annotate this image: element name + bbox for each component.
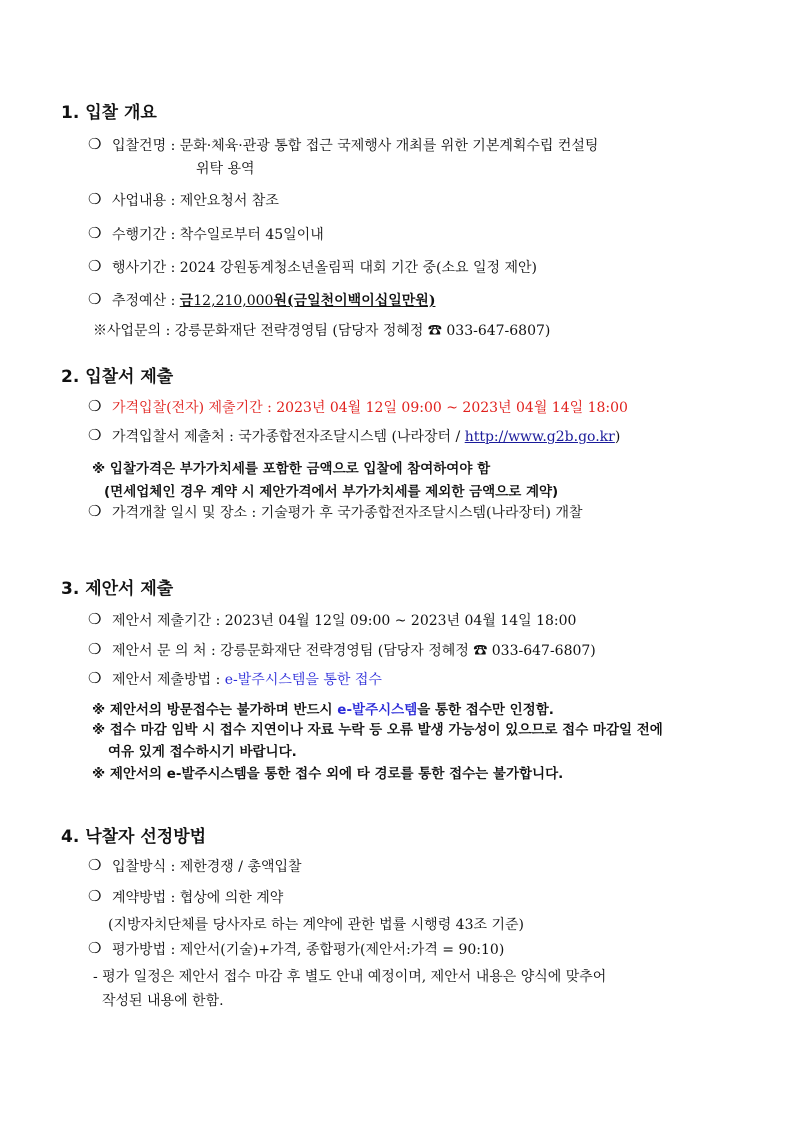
- bullet-icon: ❍: [88, 939, 102, 957]
- bullet-icon: ❍: [88, 669, 102, 687]
- contract-method-row: 계약방법 : 협상에 의한 계약: [112, 890, 284, 906]
- evaluation-method-row: 평가방법 : 제안서(기술)+가격, 종합평가(제안서:가격 = 90:10): [112, 942, 505, 958]
- proposal-period-row: 제안서 제출기간 : 2023년 04월 12일 09:00 ~ 2023년 04월 14일 18:00: [112, 613, 577, 629]
- bullet-icon: ❍: [88, 610, 102, 628]
- bid-name-row: 입찰건명 : 문화·체육·관광 통합 접근 국제행사 개최를 위한 기본계획수립 컨설팅: [112, 138, 599, 154]
- bullet-icon: ❍: [88, 502, 102, 520]
- evaluation-note: - 평가 일정은 제안서 접수 마감 후 별도 안내 예정이며, 제안서 내용은 양식에 맞추어: [93, 969, 607, 985]
- note-price-vat: ※ 입찰가격은 부가가치세를 포함한 금액으로 입찰에 참여하여야 함: [92, 461, 491, 477]
- section-1-title: 1. 입찰 개요: [61, 103, 157, 123]
- section-3-title: 3. 제안서 제출: [61, 579, 174, 599]
- bullet-icon: ❍: [88, 257, 102, 275]
- bullet-icon: ❍: [88, 640, 102, 658]
- event-period-row: 행사기간 : 2024 강원동계청소년올림픽 대회 기간 중(소요 일정 제안): [112, 260, 537, 276]
- bullet-icon: ❍: [88, 426, 102, 444]
- budget-row: 추정예산 : 금12,210,000원(금일천이백이십일만원): [112, 293, 436, 309]
- note-other-routes: ※ 제안서의 e-발주시스템을 통한 접수 외에 타 경로를 통한 접수는 불가합니다.: [92, 766, 564, 782]
- bullet-icon: ❍: [88, 224, 102, 242]
- note-deadline: ※ 접수 마감 임박 시 접수 지연이나 자료 누락 등 오류 발생 가능성이 있으므로 접수 마감일 전에: [92, 722, 663, 738]
- proposal-method-row: 제안서 제출방법 : e-발주시스템을 통한 접수: [112, 672, 382, 688]
- period-row: 수행기간 : 착수일로부터 45일이내: [112, 227, 324, 243]
- budget-amount: 금12,210,000원(금일천이백이십일만원): [179, 293, 436, 309]
- note-deadline-cont: 여유 있게 접수하시기 바랍니다.: [108, 744, 297, 760]
- note-visit-not-allowed: ※ 제안서의 방문접수는 불가하며 반드시 e-발주시스템을 통한 접수만 인정함.: [92, 702, 554, 718]
- note-tax-exempt: (면세업체인 경우 계약 시 제안가격에서 부가가치세를 제외한 금액으로 계약): [104, 484, 559, 500]
- section-4-title: 4. 낙찰자 선정방법: [61, 827, 207, 847]
- bid-name-value-cont: 위탁 용역: [196, 161, 255, 177]
- bullet-icon: ❍: [88, 135, 102, 153]
- bid-name-label: 입찰건명: [112, 138, 167, 154]
- bid-name-value: 문화·체육·관광 통합 접근 국제행사 개최를 위한 기본계획수립 컨설팅: [179, 138, 599, 154]
- contract-law-note: (지방자치단체를 당사자로 하는 계약에 관한 법률 시행령 43조 기준): [108, 917, 524, 933]
- price-bid-place-row: 가격입찰서 제출처 : 국가종합전자조달시스템 (나라장터 / http://www.g2b.go.kr): [112, 429, 621, 445]
- content-row: 사업내용 : 제안요청서 참조: [112, 193, 279, 209]
- evaluation-note-cont: 작성된 내용에 한함.: [102, 993, 224, 1009]
- proposal-inquiry-row: 제안서 문 의 처 : 강릉문화재단 전략경영팀 (담당자 정혜정 ☎ 033-647-6807): [112, 643, 596, 659]
- bullet-icon: ❍: [88, 397, 102, 415]
- section-2-title: 2. 입찰서 제출: [61, 367, 174, 387]
- g2b-link[interactable]: http://www.g2b.go.kr: [464, 429, 615, 445]
- phone-icon: ☎: [473, 643, 488, 659]
- bullet-icon: ❍: [88, 856, 102, 874]
- bid-method-row: 입찰방식 : 제한경쟁 / 총액입찰: [112, 859, 302, 875]
- price-open-row: 가격개찰 일시 및 장소 : 기술평가 후 국가종합전자조달시스템(나라장터) 개찰: [112, 505, 583, 521]
- price-bid-period-row: 가격입찰(전자) 제출기간 : 2023년 04월 12일 09:00 ~ 2023년 04월 14일 18:00: [112, 400, 628, 416]
- bullet-icon: ❍: [88, 887, 102, 905]
- business-inquiry-row: ※사업문의 : 강릉문화재단 전략경영팀 (담당자 정혜정 ☎ 033-647-6807): [93, 323, 551, 339]
- bullet-icon: ❍: [88, 190, 102, 208]
- bullet-icon: ❍: [88, 290, 102, 308]
- phone-icon: ☎: [427, 323, 442, 339]
